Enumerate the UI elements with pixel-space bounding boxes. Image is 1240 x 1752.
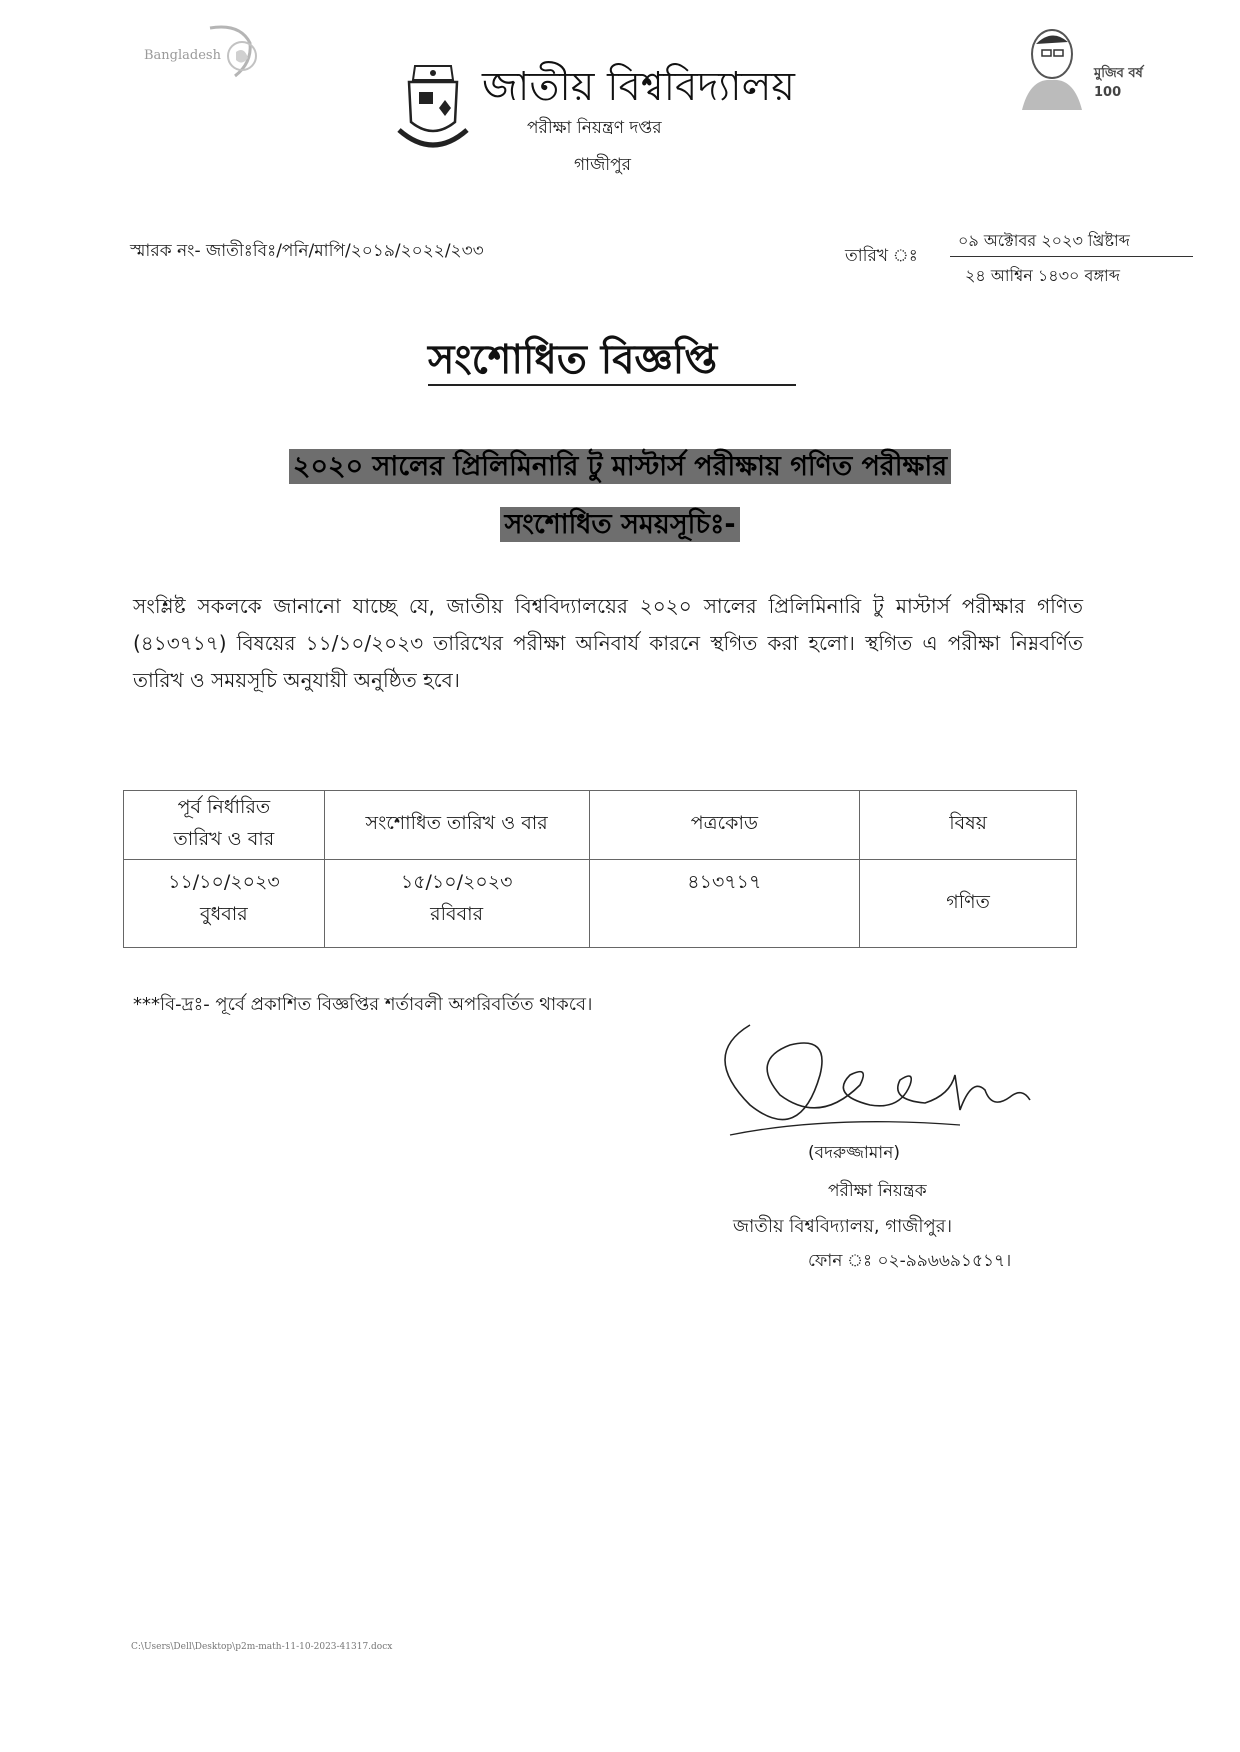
cell-subject: গণিত <box>860 860 1077 948</box>
footnote: ***বি-দ্রঃ- পূর্বে প্রকাশিত বিজ্ঞপ্তির শর্তাবলী অপরিবর্তিত থাকবে। <box>133 994 593 1015</box>
notice-body: সংশ্লিষ্ট সকলকে জানানো যাচ্ছে যে, জাতীয় বিশ্ববিদ্যালয়ের ২০২০ সালের প্রিলিমিনারি টু মাস্টার্স পরীক্ষার গণিত (৪১৩৭১৭) বিষয়ের ১১/১০/২০২৩ তারিখের পরীক্ষা অনিবার্য কারনে স্থগিত করা হলো। স্থগিত এ পরীক্ষা নিম্নবর্ণিত তারিখ ও সময়সূচি অনুযায়ী অনুষ্ঠিত হবে। <box>133 594 1083 692</box>
previous-day: বুধবার <box>200 903 248 925</box>
schedule-table <box>123 790 1077 948</box>
date-gregorian: ০৯ অক্টোবর ২০২৩ খ্রিষ্টাব্দ <box>958 231 1130 250</box>
bangladesh-logo <box>140 18 280 88</box>
revised-day: রবিবার <box>430 903 484 925</box>
notice-title-underline <box>428 384 796 386</box>
revised-date: ১৫/১০/২০২৩ <box>400 871 513 893</box>
mujib-borsho-text: মুজিব বর্ষ 100 <box>1094 66 1143 100</box>
header-subject: বিষয় <box>860 791 1077 860</box>
cell-paper-code: ৪১৩৭১৭ <box>589 860 860 948</box>
city-name: গাজীপুর <box>574 155 632 175</box>
notice-subject-line-2 <box>0 504 1240 549</box>
header-paper-code: পত্রকোড <box>589 791 860 860</box>
date-bangla: ২৪ আশ্বিন ১৪৩০ বঙ্গাব্দ <box>965 266 1120 285</box>
header-revised-date: সংশোধিত তারিখ ও বার <box>324 791 589 860</box>
header-previous-date <box>124 791 325 860</box>
cell-revised-date <box>324 860 589 948</box>
mujib-borsho-logo <box>1010 20 1160 110</box>
date-divider <box>950 256 1193 257</box>
header-previous-line-1: পূর্ব নির্ধারিত <box>177 796 271 818</box>
bangladesh-logo-text: Bangladesh <box>144 48 221 63</box>
notice-subject-line-1 <box>0 446 1240 491</box>
signatory-name: (বদরুজ্জামান) <box>808 1143 900 1163</box>
signatory-phone: ফোন ঃ ০২-৯৯৬৬৯১৫১৭। <box>808 1251 1012 1271</box>
previous-date: ১১/১০/২০২৩ <box>168 871 280 893</box>
table-header-row <box>124 791 1077 860</box>
memo-number: স্মারক নং- জাতীঃবিঃ/পনি/মাপি/২০১৯/২০২২/২৩৩ <box>130 241 484 261</box>
date-label: তারিখ ঃ <box>845 246 918 266</box>
university-seal-icon <box>393 60 473 160</box>
signatory-organization: জাতীয় বিশ্ববিদ্যালয়, গাজীপুর। <box>733 1216 953 1237</box>
signature-icon <box>710 1015 1040 1155</box>
university-seal <box>393 60 473 160</box>
cell-previous-date <box>124 860 325 948</box>
table-row <box>124 860 1077 948</box>
office-name: পরীক্ষা নিয়ন্ত্রণ দপ্তর <box>527 118 662 138</box>
signature <box>710 1015 1040 1155</box>
notice-subject-text-2: সংশোধিত সময়সূচিঃ- <box>500 507 739 542</box>
notice-title: সংশোধিত বিজ্ঞপ্তি <box>428 337 718 383</box>
university-name: জাতীয় বিশ্ববিদ্যালয় <box>482 64 795 110</box>
header-previous-line-2: তারিখ ও বার <box>173 828 275 850</box>
file-path: C:\Users\Dell\Desktop\p2m-math-11-10-2023-41317.docx <box>131 1642 393 1652</box>
notice-subject-text-1: ২০২০ সালের প্রিলিমিনারি টু মাস্টার্স পরীক্ষায় গণিত পরীক্ষার <box>289 449 951 484</box>
signatory-title: পরীক্ষা নিয়ন্ত্রক <box>828 1181 927 1201</box>
